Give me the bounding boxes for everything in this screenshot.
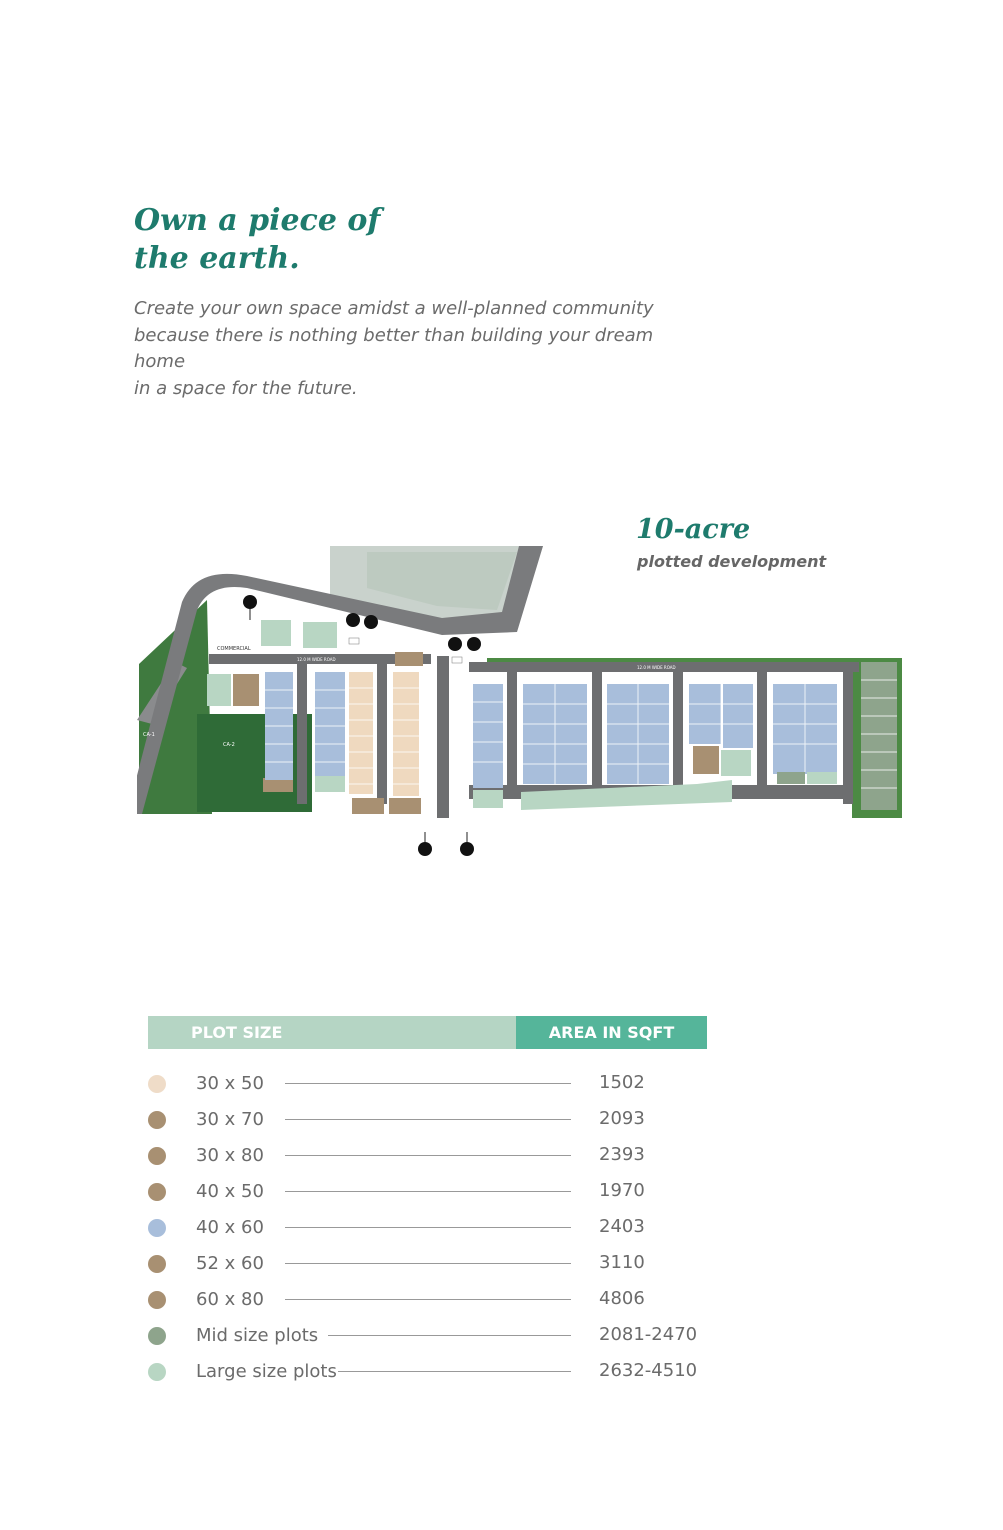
- leader-line: [328, 1335, 571, 1336]
- lane-1-road: [297, 664, 307, 804]
- plot-size-label: 40 x 50: [196, 1181, 264, 1202]
- plot-10: [263, 778, 293, 792]
- plot-color-swatch: [148, 1291, 166, 1309]
- marker-bottom-2: [460, 832, 474, 856]
- ca1-label: CA-1: [143, 732, 155, 738]
- lane-2-road: [377, 664, 387, 804]
- plot-68: [261, 620, 291, 646]
- leader-line: [285, 1227, 571, 1228]
- plot-area-value: 1970: [599, 1180, 645, 1201]
- headline-line-1: Own a piece of: [134, 203, 381, 238]
- table-row: [148, 1354, 708, 1390]
- leader-line: [285, 1083, 571, 1084]
- header-plot-size: PLOT SIZE: [148, 1016, 516, 1049]
- plot-75: [777, 772, 805, 784]
- road-label-2: 12.0 M WIDE ROAD: [637, 665, 676, 670]
- intro-line-1: Create your own space amidst a well-planned community: [134, 298, 654, 319]
- table-row: [148, 1138, 708, 1174]
- intro-paragraph: [134, 296, 694, 402]
- plot-block-lane1-east: [315, 672, 345, 776]
- plot-size-label: 60 x 80: [196, 1289, 264, 1310]
- plot-size-label: 30 x 50: [196, 1073, 264, 1094]
- table-row: [148, 1246, 708, 1282]
- headline: [134, 202, 554, 278]
- plot-area-value: 2393: [599, 1144, 645, 1165]
- plot-33: [395, 652, 423, 666]
- marker-pair-1: [346, 613, 378, 644]
- table-row: [148, 1282, 708, 1318]
- table-row: [148, 1174, 708, 1210]
- plot-84: [807, 772, 837, 784]
- table-row: [148, 1102, 708, 1138]
- site-plan-map: [137, 540, 903, 860]
- table-row: [148, 1210, 708, 1246]
- plot-34: [721, 750, 751, 776]
- plot-25: [352, 798, 384, 814]
- leader-line: [285, 1299, 571, 1300]
- plot-area-value: 3110: [599, 1252, 645, 1273]
- plot-size-label: Mid size plots: [196, 1325, 319, 1346]
- plot-size-table: [148, 1066, 708, 1390]
- plot-03: [207, 674, 231, 706]
- marker-pair-2: [448, 637, 481, 663]
- plot-color-swatch: [148, 1075, 166, 1093]
- plot-26: [389, 798, 421, 814]
- plot-size-table-header: [148, 1016, 707, 1049]
- plot-67: [693, 746, 719, 774]
- plot-size-label: 52 x 60: [196, 1253, 264, 1274]
- lane-6-road: [757, 672, 767, 792]
- road-label-1: 12.0 M WIDE ROAD: [297, 657, 336, 662]
- leader-line: [285, 1155, 571, 1156]
- plot-color-swatch: [148, 1255, 166, 1273]
- plot-area-value: 2403: [599, 1216, 645, 1237]
- plot-color-swatch: [148, 1183, 166, 1201]
- plot-block-cream-2: [393, 672, 419, 796]
- plot-size-label: 30 x 80: [196, 1145, 264, 1166]
- plot-area-value: 1502: [599, 1072, 645, 1093]
- plot-area-value: 2093: [599, 1108, 645, 1129]
- lane-7-road: [843, 672, 853, 804]
- intro-line-2: because there is nothing better than building your dream home: [134, 324, 654, 372]
- lane-3-road: [507, 672, 517, 798]
- plot-row-south: [521, 780, 732, 810]
- plot-block-lane5-east: [723, 684, 753, 748]
- marker-top-left: [243, 595, 257, 620]
- plot-11: [315, 776, 345, 792]
- plot-color-swatch: [148, 1111, 166, 1129]
- plot-block-lane5-west: [689, 684, 721, 744]
- leader-line: [285, 1191, 571, 1192]
- leader-line: [285, 1263, 571, 1264]
- plot-01: [303, 622, 337, 648]
- leader-line: [285, 1119, 571, 1120]
- plot-size-label: 40 x 60: [196, 1217, 264, 1238]
- development-title: 10-acre: [636, 514, 751, 545]
- leader-line: [338, 1371, 571, 1372]
- plot-area-value: 2632-4510: [599, 1360, 698, 1381]
- lane-5-road: [673, 672, 683, 792]
- commercial-label: COMMERCIAL: [217, 646, 251, 652]
- development-subtitle: plotted development: [637, 552, 827, 571]
- plot-area-value: 2081-2470: [599, 1324, 698, 1345]
- plot-color-swatch: [148, 1147, 166, 1165]
- plot-size-label: Large size plots: [196, 1361, 337, 1382]
- plot-41: [473, 790, 503, 808]
- plot-area-value: 4806: [599, 1288, 645, 1309]
- plot-block-lane3-west: [473, 684, 503, 788]
- intro-line-3: in a space for the future.: [134, 377, 358, 399]
- green-area-ca2: [197, 714, 312, 812]
- lane-4-road: [592, 672, 602, 798]
- road-central: [437, 656, 449, 818]
- plot-color-swatch: [148, 1327, 166, 1345]
- plot-size-label: 30 x 70: [196, 1109, 264, 1130]
- table-row: [148, 1066, 708, 1102]
- marker-bottom-1: [418, 832, 432, 856]
- plot-04: [233, 674, 259, 706]
- headline-line-2: the earth.: [134, 241, 300, 276]
- plot-block-cream-1: [349, 672, 373, 794]
- ca2-label: CA-2: [223, 742, 235, 748]
- header-area-sqft: AREA IN SQFT: [516, 1016, 707, 1049]
- plot-color-swatch: [148, 1363, 166, 1381]
- table-row: [148, 1318, 708, 1354]
- plot-color-swatch: [148, 1219, 166, 1237]
